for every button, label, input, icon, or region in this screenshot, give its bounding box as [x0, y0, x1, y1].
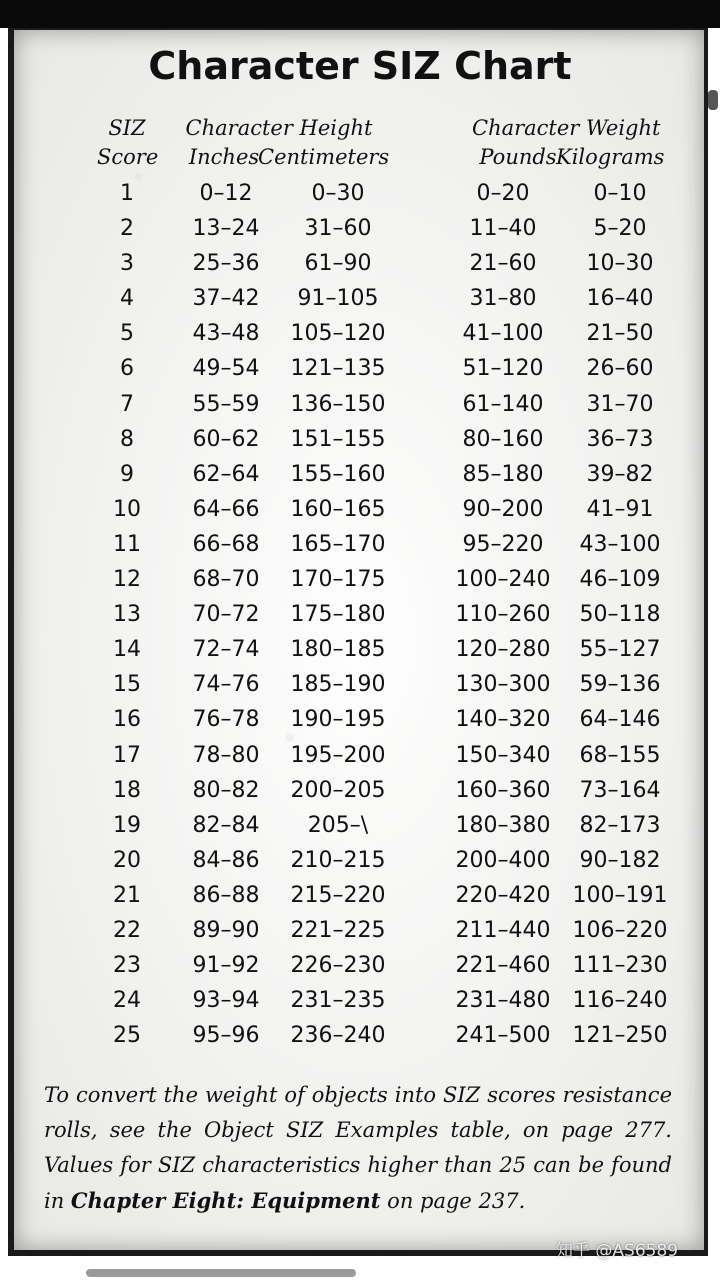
inches-cell: 93–94 [192, 988, 260, 1014]
pounds-cell: 120–280 [455, 637, 551, 663]
inches-cell: 0–12 [199, 181, 253, 206]
inches-cell: 64–66 [192, 496, 260, 522]
table-row [0, 457, 720, 492]
inches-cell: 55–59 [192, 391, 260, 417]
table-row [0, 632, 720, 667]
siz-score-cell: 21 [113, 882, 141, 908]
siz-score-cell: 25 [113, 1023, 141, 1049]
watermark: 知乎 @AS6589 [556, 1241, 679, 1261]
pounds-cell: 90–200 [462, 496, 544, 522]
siz-score-cell: 7 [120, 391, 134, 417]
header-character-weight: Character Weight [472, 116, 661, 140]
page-title: Character SIZ Chart [148, 44, 572, 88]
centimeters-cell: 175–180 [290, 602, 386, 628]
table-row [0, 667, 720, 702]
pounds-cell: 41–100 [462, 321, 544, 347]
siz-table [0, 176, 720, 1053]
pounds-cell: 31–80 [469, 286, 537, 312]
table-row [0, 878, 720, 913]
kilograms-cell: 121–250 [572, 1023, 668, 1049]
pounds-cell: 95–220 [462, 531, 544, 557]
kilograms-cell: 10–30 [586, 251, 654, 277]
centimeters-cell: 165–170 [290, 531, 386, 557]
kilograms-cell: 106–220 [572, 917, 668, 943]
siz-score-cell: 5 [120, 321, 134, 347]
pounds-cell: 211–440 [455, 917, 551, 943]
inches-cell: 25–36 [192, 251, 260, 277]
table-row [0, 808, 720, 843]
kilograms-cell: 39–82 [586, 461, 654, 487]
kilograms-cell: 50–118 [579, 602, 661, 628]
siz-score-cell: 24 [113, 988, 141, 1014]
horizontal-scrollbar[interactable] [86, 1269, 356, 1277]
centimeters-cell: 195–200 [290, 742, 386, 768]
pounds-cell: 80–160 [462, 426, 544, 452]
header-character-height: Character Height [185, 116, 373, 140]
inches-cell: 62–64 [192, 461, 260, 487]
siz-score-cell: 8 [120, 426, 134, 452]
pounds-cell: 85–180 [462, 461, 544, 487]
siz-score-cell: 16 [113, 707, 141, 733]
siz-score-cell: 10 [113, 496, 141, 522]
pounds-cell: 160–360 [455, 777, 551, 803]
centimeters-cell: 185–190 [290, 672, 386, 698]
inches-cell: 72–74 [192, 637, 260, 663]
kilograms-cell: 82–173 [579, 812, 661, 838]
siz-score-cell: 4 [120, 286, 134, 312]
siz-score-cell: 15 [113, 672, 141, 698]
pounds-cell: 0–20 [476, 181, 530, 206]
inches-cell: 82–84 [192, 812, 260, 838]
table-row [0, 527, 720, 562]
centimeters-cell: 136–150 [290, 391, 386, 417]
pounds-cell: 100–240 [455, 567, 551, 593]
kilograms-cell: 90–182 [579, 847, 661, 873]
inches-cell: 70–72 [192, 602, 260, 628]
siz-score-cell: 18 [113, 777, 141, 803]
kilograms-cell: 5–20 [593, 216, 647, 242]
inches-cell: 76–78 [192, 707, 260, 733]
kilograms-cell: 26–60 [586, 356, 654, 382]
kilograms-cell: 59–136 [579, 672, 661, 698]
kilograms-cell: 0–10 [593, 181, 647, 206]
inches-cell: 84–86 [192, 847, 260, 873]
siz-score-cell: 9 [120, 461, 134, 487]
kilograms-cell: 36–73 [586, 426, 654, 452]
table-row [0, 597, 720, 632]
siz-score-cell: 1 [120, 181, 134, 206]
table-row [0, 948, 720, 983]
table-row [0, 702, 720, 737]
table-row [0, 281, 720, 316]
kilograms-cell: 16–40 [586, 286, 654, 312]
pounds-cell: 21–60 [469, 251, 537, 277]
table-row [0, 1018, 720, 1053]
table-row [0, 246, 720, 281]
table-row [0, 176, 720, 211]
pounds-cell: 231–480 [455, 988, 551, 1014]
header-score: Score [97, 145, 159, 169]
pounds-cell: 180–380 [455, 812, 551, 838]
footnote-chapter-link-text: Chapter Eight: Equipment [70, 1188, 381, 1213]
centimeters-cell: 91–105 [297, 286, 379, 312]
table-row [0, 562, 720, 597]
siz-score-cell: 20 [113, 847, 141, 873]
footnote [44, 1078, 672, 1219]
kilograms-cell: 100–191 [572, 882, 668, 908]
kilograms-cell: 55–127 [579, 637, 661, 663]
inches-cell: 66–68 [192, 531, 260, 557]
kilograms-cell: 43–100 [579, 531, 661, 557]
table-row [0, 983, 720, 1018]
kilograms-cell: 46–109 [579, 567, 661, 593]
table-row [0, 913, 720, 948]
siz-score-cell: 11 [113, 531, 141, 557]
inches-cell: 78–80 [192, 742, 260, 768]
inches-cell: 80–82 [192, 777, 260, 803]
centimeters-cell: 155–160 [290, 461, 386, 487]
table-row [0, 843, 720, 878]
siz-score-cell: 17 [113, 742, 141, 768]
inches-cell: 60–62 [192, 426, 260, 452]
kilograms-cell: 111–230 [572, 953, 668, 979]
inches-cell: 89–90 [192, 917, 260, 943]
table-row [0, 351, 720, 386]
centimeters-cell: 236–240 [290, 1023, 386, 1049]
table-row [0, 738, 720, 773]
table-row [0, 387, 720, 422]
centimeters-cell: 226–230 [290, 953, 386, 979]
kilograms-cell: 21–50 [586, 321, 654, 347]
header-inches: Inches [188, 145, 260, 169]
kilograms-cell: 41–91 [586, 496, 654, 522]
centimeters-cell: 31–60 [304, 216, 372, 242]
pounds-cell: 200–400 [455, 847, 551, 873]
footnote-text: To convert the weight of objects into SIZ scores resistance rolls, see the Object SIZ Examples table, on page 277. Values for SIZ characteristics higher than 25 can be found in [44, 1083, 672, 1213]
header-centimeters: Centimeters [258, 145, 390, 169]
siz-score-cell: 23 [113, 953, 141, 979]
kilograms-cell: 64–146 [579, 707, 661, 733]
inches-cell: 74–76 [192, 672, 260, 698]
centimeters-cell: 190–195 [290, 707, 386, 733]
centimeters-cell: 0–30 [311, 181, 365, 206]
vertical-scrollbar-thumb[interactable] [708, 90, 718, 110]
siz-score-cell: 12 [113, 567, 141, 593]
table-row [0, 211, 720, 246]
table-row [0, 492, 720, 527]
table-row [0, 773, 720, 808]
centimeters-cell: 105–120 [290, 321, 386, 347]
centimeters-cell: 170–175 [290, 567, 386, 593]
inches-cell: 91–92 [192, 953, 260, 979]
inches-cell: 95–96 [192, 1023, 260, 1049]
top-bar [0, 0, 720, 28]
inches-cell: 86–88 [192, 882, 260, 908]
kilograms-cell: 31–70 [586, 391, 654, 417]
centimeters-cell: 151–155 [290, 426, 386, 452]
centimeters-cell: 160–165 [290, 496, 386, 522]
siz-score-cell: 19 [113, 812, 141, 838]
inches-cell: 49–54 [192, 356, 260, 382]
pounds-cell: 130–300 [455, 672, 551, 698]
siz-score-cell: 3 [120, 251, 134, 277]
siz-score-cell: 2 [120, 216, 134, 242]
inches-cell: 13–24 [192, 216, 260, 242]
siz-score-cell: 13 [113, 602, 141, 628]
table-row [0, 422, 720, 457]
header-siz: SIZ [108, 116, 146, 140]
pounds-cell: 150–340 [455, 742, 551, 768]
centimeters-cell: 205–\ [307, 812, 369, 838]
pounds-cell: 221–460 [455, 953, 551, 979]
centimeters-cell: 121–135 [290, 356, 386, 382]
centimeters-cell: 180–185 [290, 637, 386, 663]
centimeters-cell: 210–215 [290, 847, 386, 873]
pounds-cell: 61–140 [462, 391, 544, 417]
pounds-cell: 51–120 [462, 356, 544, 382]
inches-cell: 43–48 [192, 321, 260, 347]
pounds-cell: 11–40 [469, 216, 537, 242]
centimeters-cell: 215–220 [290, 882, 386, 908]
siz-score-cell: 6 [120, 356, 134, 382]
kilograms-cell: 68–155 [579, 742, 661, 768]
centimeters-cell: 231–235 [290, 988, 386, 1014]
pounds-cell: 241–500 [455, 1023, 551, 1049]
kilograms-cell: 73–164 [579, 777, 661, 803]
centimeters-cell: 200–205 [290, 777, 386, 803]
kilograms-cell: 116–240 [572, 988, 668, 1014]
siz-score-cell: 22 [113, 917, 141, 943]
pounds-cell: 110–260 [455, 602, 551, 628]
centimeters-cell: 61–90 [304, 251, 372, 277]
header-kilograms: Kilograms [556, 145, 665, 169]
siz-score-cell: 14 [113, 637, 141, 663]
table-row [0, 316, 720, 351]
header-pounds: Pounds [479, 145, 557, 169]
pounds-cell: 220–420 [455, 882, 551, 908]
pounds-cell: 140–320 [455, 707, 551, 733]
centimeters-cell: 221–225 [290, 917, 386, 943]
footnote-text-end: on page 237. [380, 1189, 526, 1213]
inches-cell: 37–42 [192, 286, 260, 312]
inches-cell: 68–70 [192, 567, 260, 593]
